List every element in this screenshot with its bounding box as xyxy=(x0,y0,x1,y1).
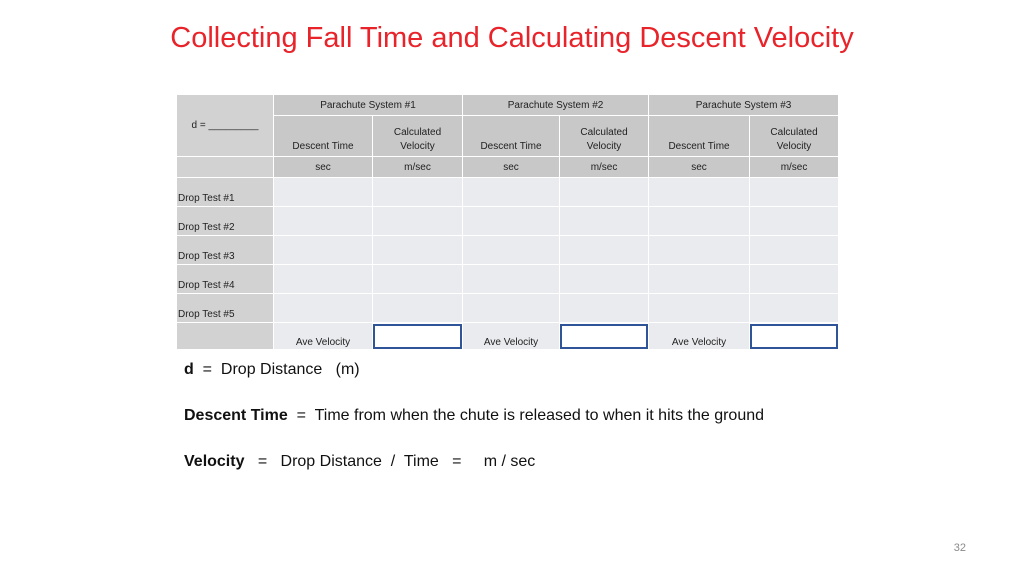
calc-velocity-header: Calculated Velocity xyxy=(373,116,463,157)
data-cell[interactable] xyxy=(463,265,560,294)
table-row xyxy=(177,294,839,323)
descent-time-header: Descent Time xyxy=(463,116,560,157)
unit-velocity: m/sec xyxy=(560,157,649,178)
row-label: Drop Test #2 xyxy=(177,207,274,236)
data-cell[interactable] xyxy=(463,236,560,265)
data-cell[interactable] xyxy=(274,294,373,323)
unit-time: sec xyxy=(649,157,750,178)
unit-velocity: m/sec xyxy=(373,157,463,178)
data-cell[interactable] xyxy=(373,265,463,294)
data-cell[interactable] xyxy=(750,207,839,236)
table-row xyxy=(177,178,839,207)
data-cell[interactable] xyxy=(560,178,649,207)
descent-time-header: Descent Time xyxy=(274,116,373,157)
data-cell[interactable] xyxy=(750,294,839,323)
data-cell[interactable] xyxy=(750,236,839,265)
unit-time: sec xyxy=(274,157,373,178)
data-cell[interactable] xyxy=(373,294,463,323)
table-row xyxy=(177,265,839,294)
table-row xyxy=(177,236,839,265)
data-cell[interactable] xyxy=(274,265,373,294)
data-cell[interactable] xyxy=(560,207,649,236)
calc-velocity-header: Calculated Velocity xyxy=(750,116,839,157)
calc-velocity-header: Calculated Velocity xyxy=(560,116,649,157)
data-cell[interactable] xyxy=(463,178,560,207)
unit-velocity: m/sec xyxy=(750,157,839,178)
row-label: Drop Test #1 xyxy=(177,178,274,207)
system-3-header: Parachute System #3 xyxy=(649,95,839,116)
system-2-header: Parachute System #2 xyxy=(463,95,649,116)
data-cell[interactable] xyxy=(373,236,463,265)
data-cell[interactable] xyxy=(750,178,839,207)
data-cell[interactable] xyxy=(373,207,463,236)
ave-velocity-label: Ave Velocity xyxy=(274,323,373,350)
ave-velocity-box[interactable] xyxy=(373,323,463,350)
data-cell[interactable] xyxy=(463,294,560,323)
data-cell[interactable] xyxy=(560,265,649,294)
data-cell[interactable] xyxy=(373,178,463,207)
slide-title: Collecting Fall Time and Calculating Descent Velocity xyxy=(170,22,854,54)
page-number: 32 xyxy=(953,542,966,554)
descent-time-header: Descent Time xyxy=(649,116,750,157)
data-cell[interactable] xyxy=(274,236,373,265)
ave-velocity-label: Ave Velocity xyxy=(463,323,560,350)
ave-velocity-box[interactable] xyxy=(560,323,649,350)
unit-time: sec xyxy=(463,157,560,178)
ave-velocity-label: Ave Velocity xyxy=(649,323,750,350)
row-label: Drop Test #3 xyxy=(177,236,274,265)
row-label: Drop Test #5 xyxy=(177,294,274,323)
definition-velocity: Velocity = Drop Distance / Time = m / sec xyxy=(184,453,536,470)
unit-corner-cell xyxy=(177,157,274,178)
data-table xyxy=(176,94,839,350)
ave-velocity-box[interactable] xyxy=(750,323,839,350)
definition-distance: d = Drop Distance (m) xyxy=(184,361,360,378)
data-cell[interactable] xyxy=(560,236,649,265)
data-cell[interactable] xyxy=(649,265,750,294)
distance-label-cell xyxy=(177,95,274,157)
data-cell[interactable] xyxy=(463,207,560,236)
data-cell[interactable] xyxy=(750,265,839,294)
row-label: Drop Test #4 xyxy=(177,265,274,294)
system-1-header: Parachute System #1 xyxy=(274,95,463,116)
data-cell[interactable] xyxy=(274,178,373,207)
table-row xyxy=(177,207,839,236)
distance-label: d = _________ xyxy=(191,120,259,131)
data-cell[interactable] xyxy=(649,207,750,236)
data-cell[interactable] xyxy=(560,294,649,323)
definition-descent-time: Descent Time = Time from when the chute is released to when it hits the ground xyxy=(184,407,765,424)
data-cell[interactable] xyxy=(274,207,373,236)
data-cell[interactable] xyxy=(649,236,750,265)
average-corner-cell xyxy=(177,323,274,350)
average-row xyxy=(177,323,839,350)
data-cell[interactable] xyxy=(649,294,750,323)
data-cell[interactable] xyxy=(649,178,750,207)
definitions xyxy=(184,360,764,498)
